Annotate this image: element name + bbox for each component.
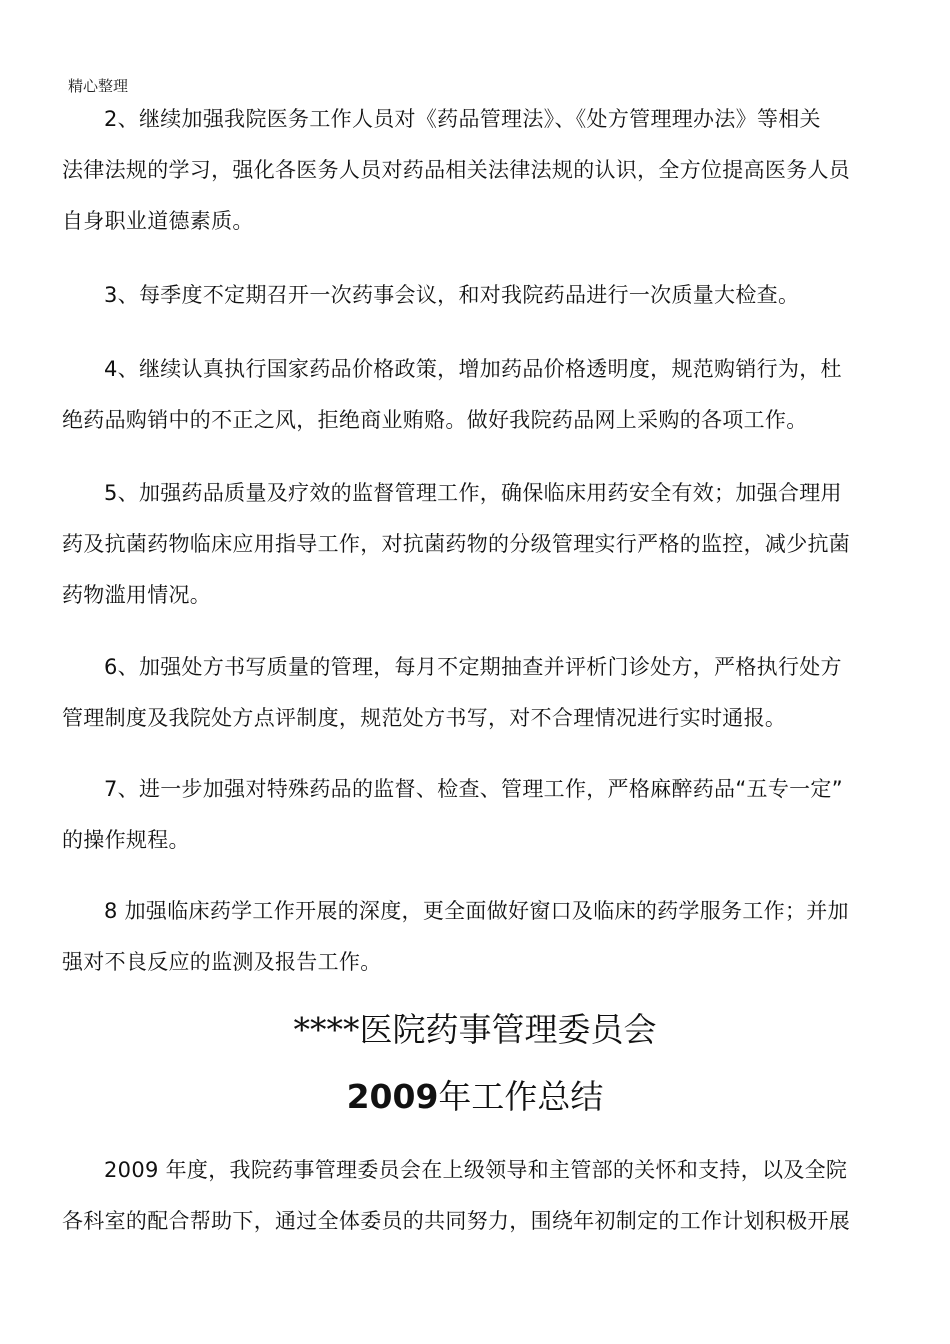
paragraph-3: 3、每季度不定期召开一次药事会议，和对我院药品进行一次质量大检查。: [104, 283, 800, 307]
paragraph-7: 7、进一步加强对特殊药品的监督、检查、管理工作，严格麻醉药品“五专一定” 的操作规程。: [62, 777, 843, 852]
title-year: 2009: [346, 1077, 439, 1116]
paragraph-5: 5、加强药品质量及疗效的监督管理工作，确保临床用药安全有效；加强合理用 药及抗菌药物临床应用指导工作，对抗菌药物的分级管理实行严格的监控，减少抗菌 药物滥用情况。: [62, 481, 851, 607]
intro-paragraph: 2009 年度，我院药事管理委员会在上级领导和主管部的关怀和支持，以及全院 各科室的配合帮助下，通过全体委员的共同努力，围绕年初制定的工作计划积极开展: [62, 1158, 851, 1233]
document-title-line2: [0, 1072, 950, 1122]
paragraph-6: 6、加强处方书写质量的管理，每月不定期抽查并评析门诊处方，严格执行处方 管理制度及我院处方点评制度，规范处方书写，对不合理情况进行实时通报。: [62, 655, 842, 730]
paragraph-2: 2、继续加强我院医务工作人员对《药品管理法》、《处方管理理办法》等相关 法律法规的学习，强化各医务人员对药品相关法律法规的认识，全方位提高医务人员 自身职业道德素质。: [62, 107, 851, 233]
title-rest: 年工作总结: [438, 1077, 604, 1116]
document-title-line1: ****医院药事管理委员会: [293, 1010, 657, 1049]
header-note: 精心整理: [68, 77, 129, 95]
paragraph-4: 4、继续认真执行国家药品价格政策，增加药品价格透明度，规范购销行为，杜 绝药品购销中的不正之风，拒绝商业贿赂。做好我院药品网上采购的各项工作。: [62, 357, 842, 432]
paragraph-8: 8 加强临床药学工作开展的深度，更全面做好窗口及临床的药学服务工作；并加 强对不良反应的监测及报告工作。: [62, 899, 849, 974]
